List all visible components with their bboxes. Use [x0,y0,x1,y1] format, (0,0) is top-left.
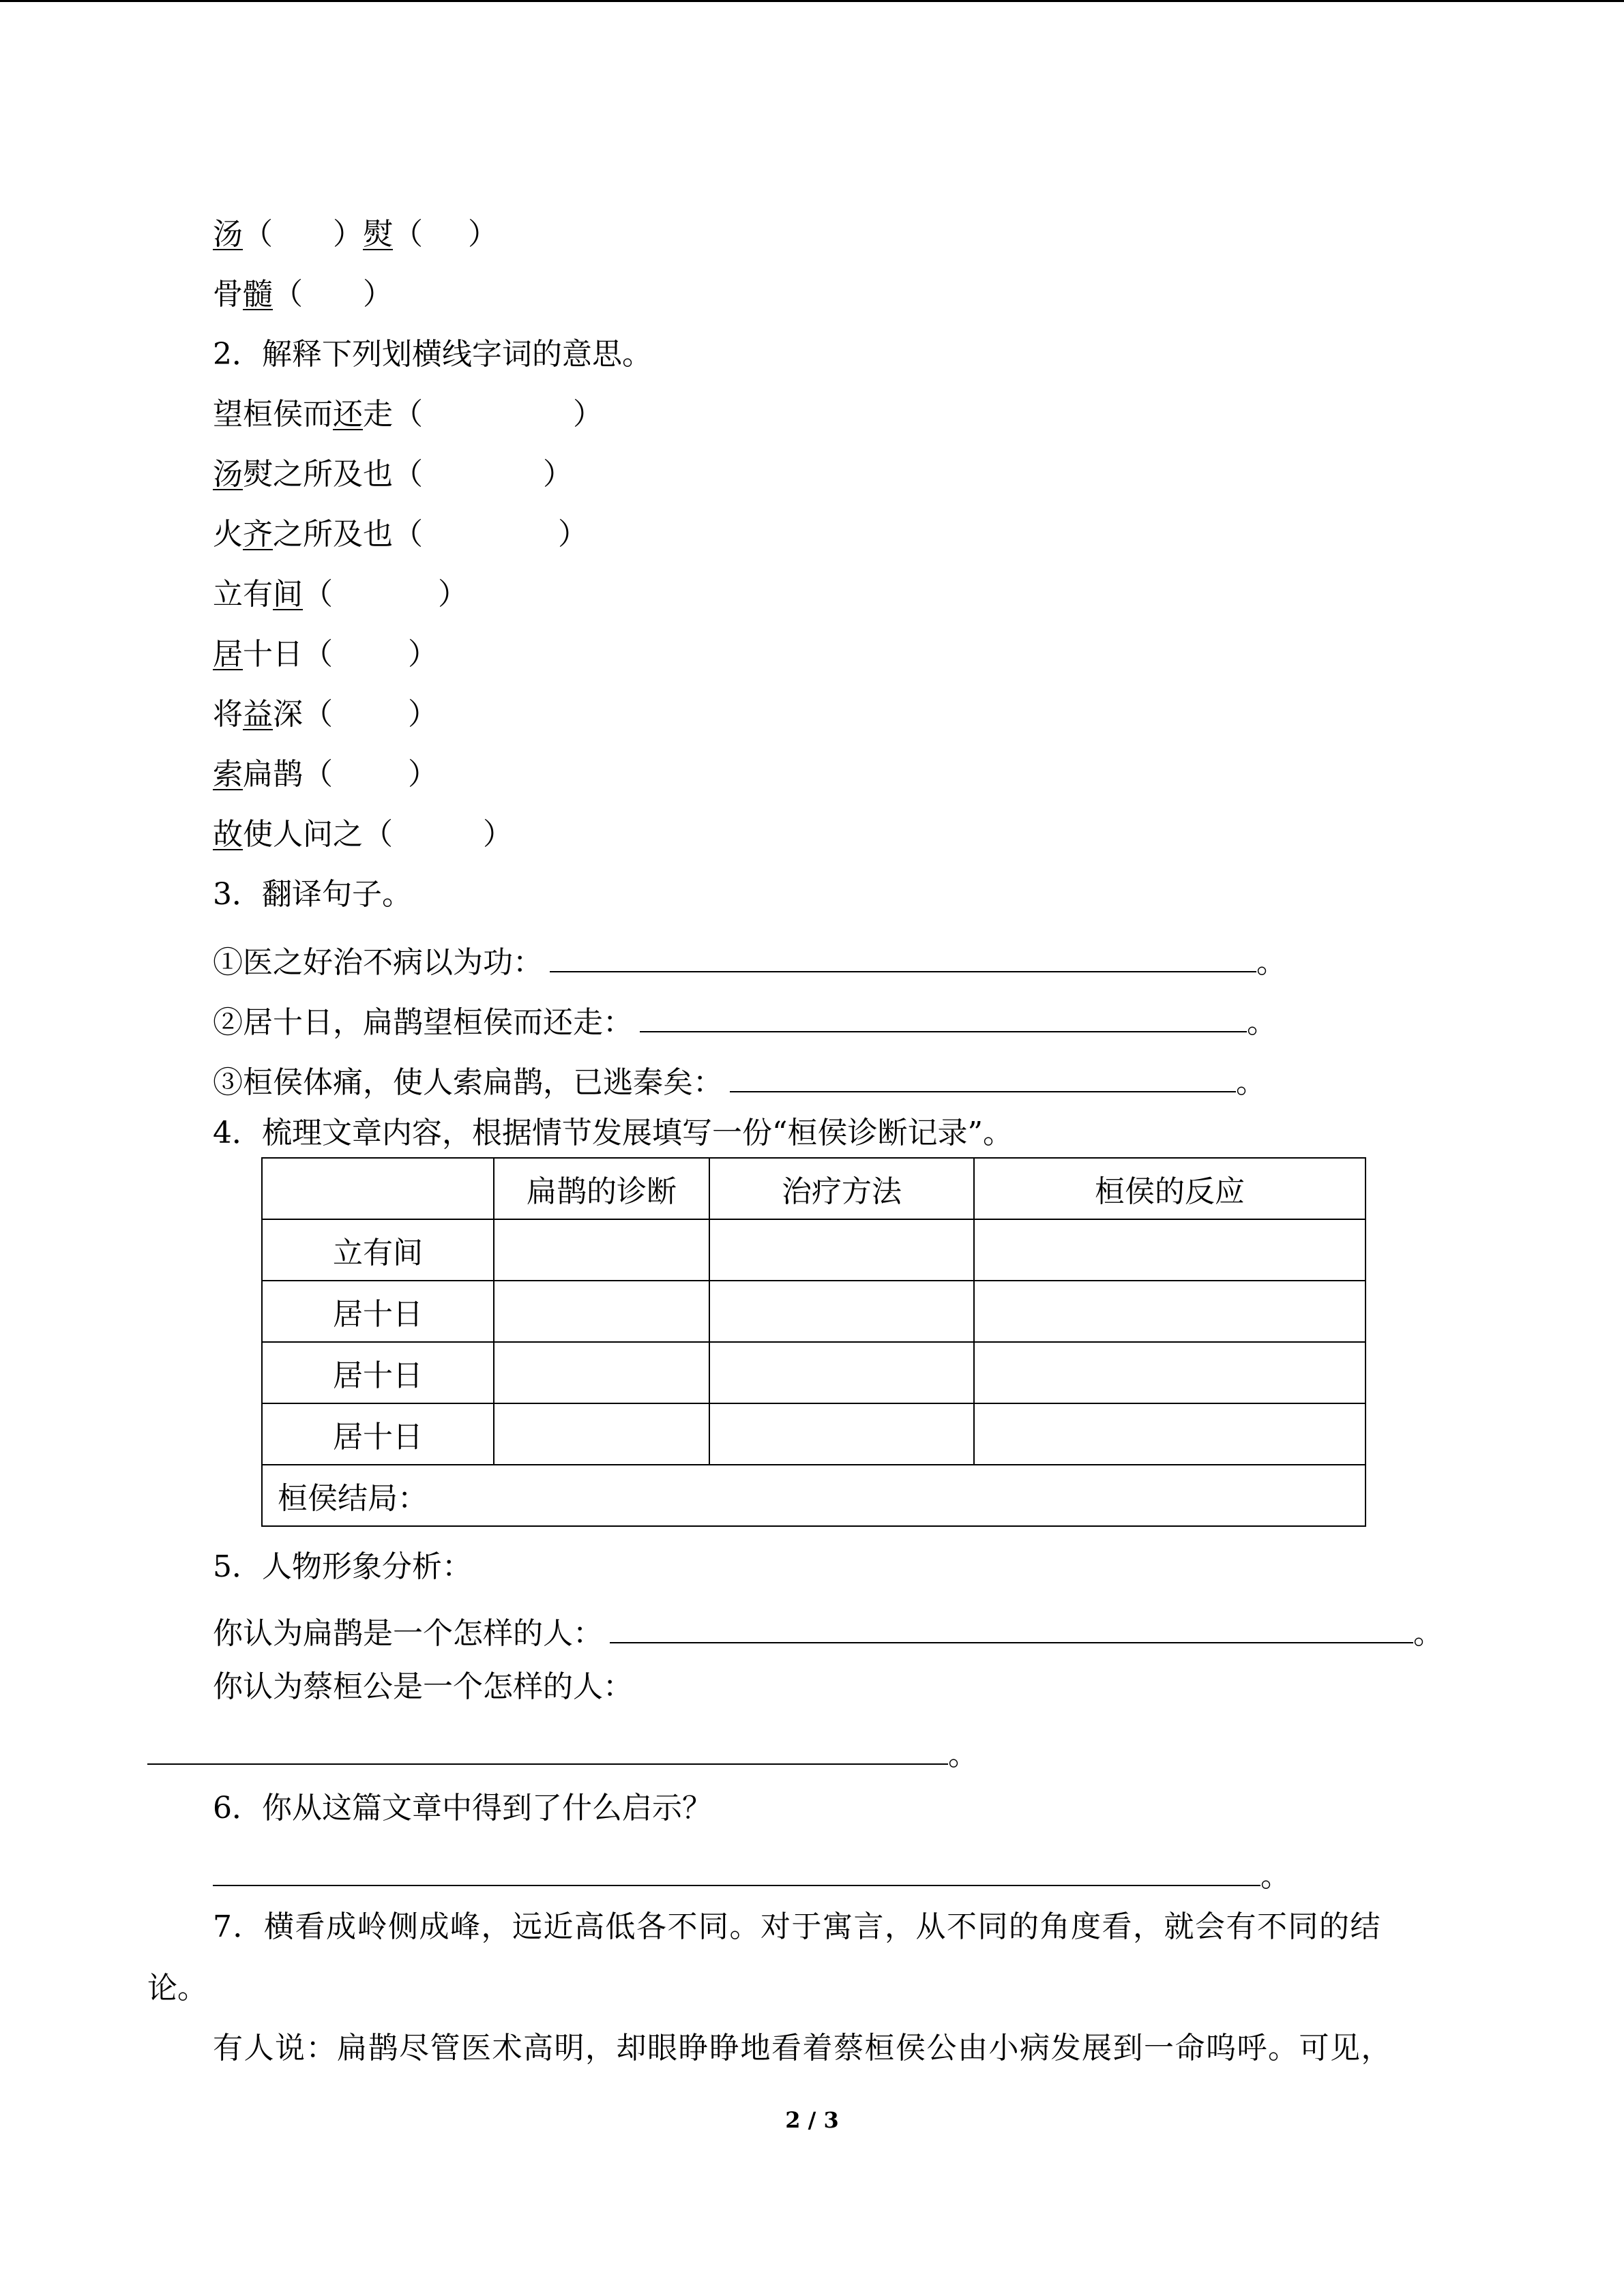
table-row [262,1403,1365,1465]
q7-line-1: 7．横看成岭侧成峰，远近高低各不同。对于寓言，从不同的角度看，就会有不同的结 [213,1909,1381,1944]
table-cell[interactable] [709,1342,974,1403]
q5-question-a: 你认为扁鹊是一个怎样的人： 。 [213,1612,1443,1649]
table-footer-row [262,1465,1365,1526]
q3-title: 3．翻译句子。 [213,877,412,912]
table-cell[interactable] [974,1219,1365,1281]
table-cell[interactable] [709,1403,974,1465]
q5-answer-line-b: 。 [147,1733,978,1770]
q2-item: 望桓侯而还走（ ） [213,397,603,432]
pron-word-sui: 髓 [243,277,273,312]
table-header-cell: 治疗方法 [709,1158,974,1219]
pron-line-1: 汤（ ）熨（ ） [213,217,498,252]
q7-line-2: 论。 [147,1971,207,2006]
q7-line-3: 有人说：扁鹊尽管医术高明，却眼睁睁地看着蔡桓侯公由小病发展到一命呜呼。可见， [213,2031,1392,2066]
q5-question-b: 你认为蔡桓公是一个怎样的人： [213,1669,633,1704]
table-row-label: 立有间 [262,1219,494,1281]
answer-blank[interactable] [147,1733,948,1765]
table-header-cell: 扁鹊的诊断 [494,1158,709,1219]
q2-title: 2．解释下列划横线字词的意思。 [213,337,652,372]
q2-item: 汤熨之所及也（ ） [213,457,573,492]
table-row-label: 居十日 [262,1281,494,1342]
pron-word-tang: 汤 [213,217,243,252]
table-header-cell [262,1158,494,1219]
table-header-cell: 桓侯的反应 [974,1158,1365,1219]
q3-sentence-3: ③桓侯体痛，使人索扁鹊，已逃秦矣： 。 [213,1061,1266,1098]
table-row-label: 居十日 [262,1342,494,1403]
table-cell[interactable] [974,1281,1365,1342]
q2-item: 将益深（ ） [213,697,438,732]
q2-item: 火齐之所及也（ ） [213,517,588,552]
q2-item: 故使人问之（ ） [213,817,513,852]
q2-item: 立有间（ ） [213,577,468,612]
q6-answer-line: 。 [213,1855,1290,1892]
table-cell[interactable] [974,1342,1365,1403]
table-cell[interactable] [494,1219,709,1281]
table-row [262,1219,1365,1281]
pron-line-2: 骨髓（ ） [213,277,393,312]
answer-blank[interactable] [610,1612,1413,1643]
table-cell[interactable] [494,1281,709,1342]
table-cell[interactable] [709,1281,974,1342]
pron-word-yun: 熨 [363,217,393,252]
page-top-border [0,0,1624,2]
q2-item: 索扁鹊（ ） [213,757,438,792]
answer-blank[interactable] [550,941,1256,972]
q5-title: 5．人物形象分析： [213,1549,472,1584]
q6-title: 6．你从这篇文章中得到了什么启示？ [213,1791,712,1825]
table-row-label: 居十日 [262,1403,494,1465]
answer-blank[interactable] [640,1001,1247,1032]
table-footer-cell[interactable]: 桓侯结局： [262,1465,1365,1526]
answer-blank[interactable] [213,1855,1260,1886]
answer-blank[interactable] [730,1061,1236,1092]
q2-item: 居十日（ ） [213,637,438,672]
q3-sentence-2: ②居十日，扁鹊望桓侯而还走： 。 [213,1001,1277,1038]
q4-title: 4．梳理文章内容，根据情节发展填写一份“桓侯诊断记录”。 [213,1116,1013,1150]
table-row [262,1281,1365,1342]
page-number: 2 / 3 [785,2107,839,2133]
q3-sentence-1: ①医之好治不病以为功： 。 [213,941,1286,978]
table-cell[interactable] [709,1219,974,1281]
table-header-row [262,1158,1365,1219]
table-cell[interactable] [974,1403,1365,1465]
table-row [262,1342,1365,1403]
diagnosis-record-table [261,1157,1366,1527]
table-cell[interactable] [494,1342,709,1403]
table-cell[interactable] [494,1403,709,1465]
